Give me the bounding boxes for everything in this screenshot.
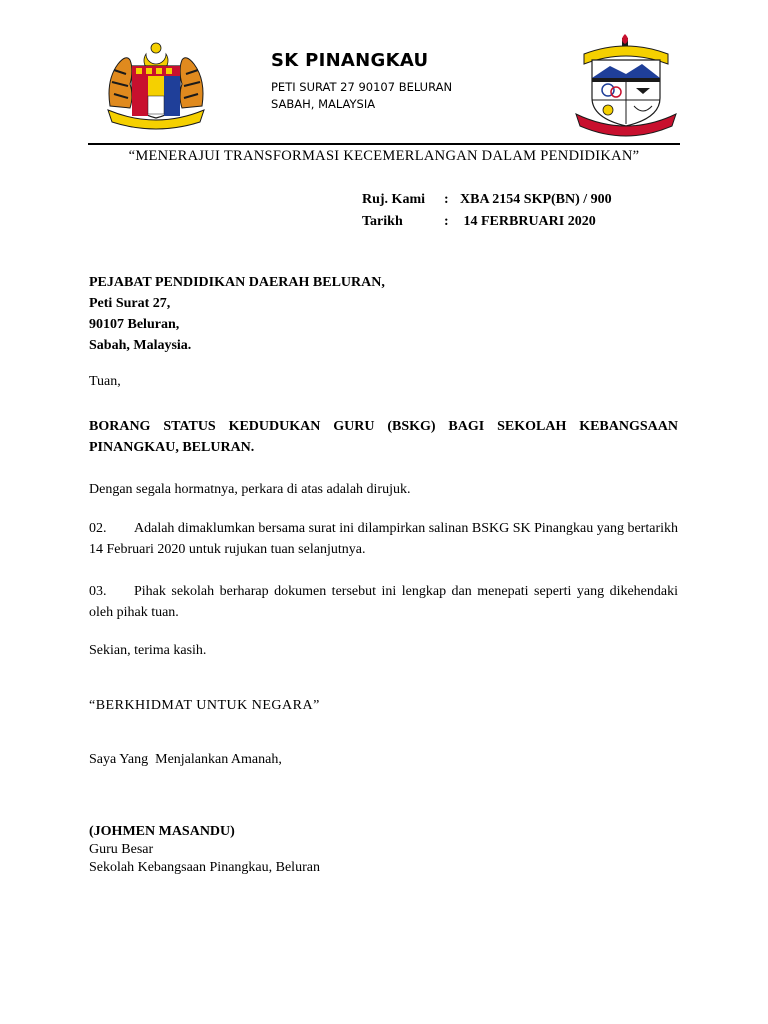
date-separator: : — [444, 214, 449, 229]
letterhead-divider — [88, 143, 680, 145]
date-label: Tarikh — [362, 214, 403, 229]
signatory-organization: Sekolah Kebangsaan Pinangkau, Beluran — [89, 860, 320, 875]
signatory-name: (JOHMEN MASANDU) — [89, 824, 235, 839]
address-line-2: SABAH, MALAYSIA — [271, 97, 376, 111]
signatory-block — [89, 823, 320, 877]
date-value: 14 FERBRUARI 2020 — [460, 214, 596, 229]
letterhead-motto: “MENERAJUI TRANSFORMASI KECEMERLANGAN DALAM PENDIDIKAN” — [128, 148, 640, 164]
paragraph-02 — [89, 518, 678, 560]
school-name: SK PINANGKAU — [271, 50, 429, 71]
recipient-line-2: Peti Surat 27, — [89, 296, 171, 311]
address-line-1: PETI SURAT 27 90107 BELURAN — [271, 80, 453, 94]
reference-label: Ruj. Kami — [362, 192, 425, 207]
letterhead — [0, 0, 768, 164]
recipient-line-1: PEJABAT PENDIDIKAN DAERAH BELURAN, — [89, 275, 385, 290]
signoff-line: Saya Yang Menjalankan Amanah, — [89, 752, 282, 767]
paragraph-text: Adalah dimaklumkan bersama surat ini dilampirkan salinan BSKG SK Pinangkau yang bertarikh 14 Februari 2020 untuk rujukan tuan selanjutnya. — [89, 521, 678, 557]
school-crest-icon — [570, 34, 682, 138]
reference-row — [362, 192, 612, 214]
recipient-line-4: Sabah, Malaysia. — [89, 338, 192, 353]
intro-paragraph: Dengan segala hormatnya, perkara di atas adalah dirujuk. — [89, 482, 411, 497]
school-info — [271, 50, 452, 113]
slogan: “BERKHIDMAT UNTUK NEGARA” — [89, 698, 320, 713]
paragraph-03 — [89, 581, 678, 623]
reference-separator: : — [444, 192, 449, 207]
paragraph-number: 03. — [89, 584, 107, 599]
reference-block — [362, 192, 612, 236]
recipient-address — [89, 272, 385, 356]
salutation: Tuan, — [89, 374, 121, 389]
paragraph-number: 02. — [89, 521, 107, 536]
paragraph-text: Pihak sekolah berharap dokumen tersebut ini lengkap dan menepati seperti yang dikehendaki oleh pihak tuan. — [89, 584, 678, 620]
date-row — [362, 214, 612, 236]
reference-value: XBA 2154 SKP(BN) / 900 — [460, 192, 612, 207]
recipient-line-3: 90107 Beluran, — [89, 317, 180, 332]
signatory-title: Guru Besar — [89, 842, 154, 857]
letter-subject: BORANG STATUS KEDUDUKAN GURU (BSKG) BAGI SEKOLAH KEBANGSAAN PINANGKAU, BELURAN. — [89, 419, 678, 455]
coat-of-arms-icon — [100, 40, 212, 132]
closing-line: Sekian, terima kasih. — [89, 643, 207, 658]
